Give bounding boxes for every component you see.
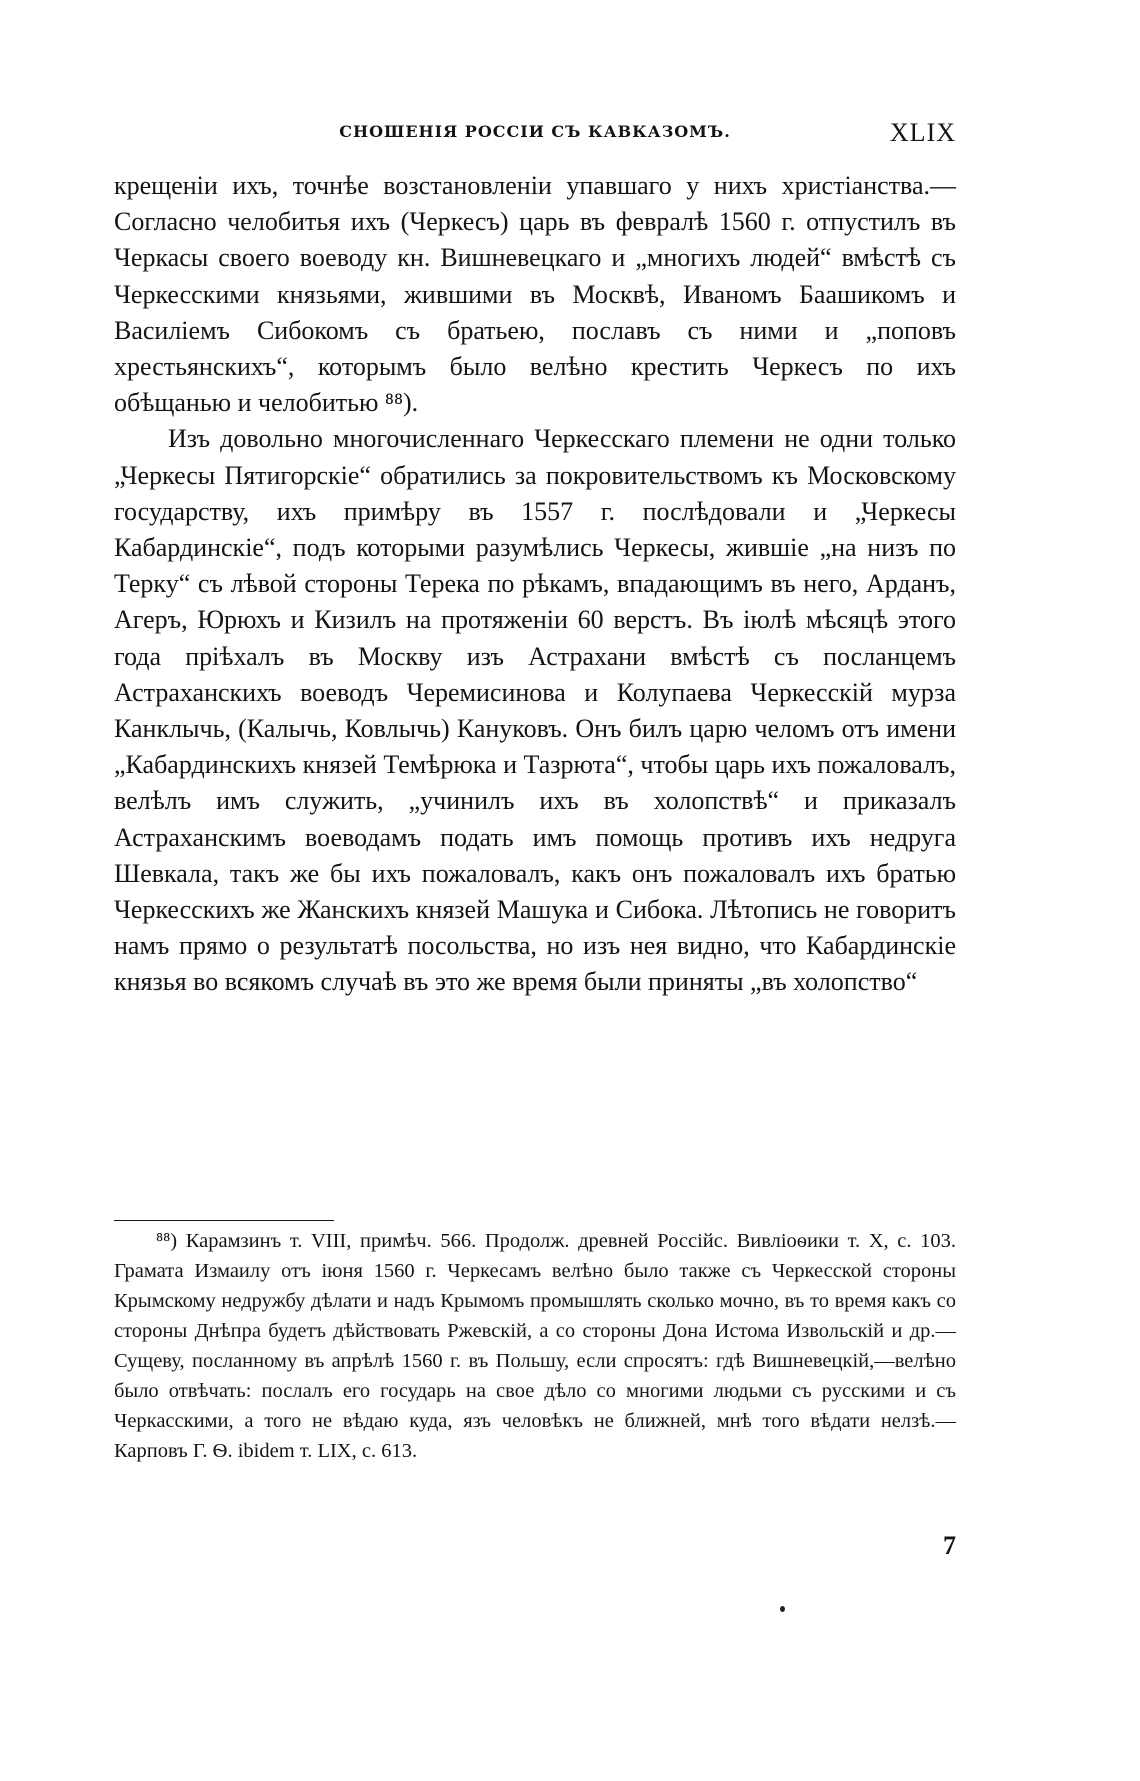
page-header <box>114 118 956 148</box>
print-speck <box>780 1606 785 1612</box>
footnote-divider <box>114 1220 334 1221</box>
footnote <box>114 1226 956 1466</box>
paragraph: Изъ довольно многочисленнаго Черкесскаго племени не одни только „Черкесы Пятигорскіе“ обратились за покровительствомъ къ Московскому государству, ихъ примѣру въ 1557 г. послѣдовали и „Черкесы Кабардинскіе“, подъ которыми разумѣлись Черкесы, жившіе „на низъ по Терку“ съ лѣвой стороны Терека по рѣкамъ, впадающимъ въ него, Арданъ, Агеръ, Юрюхъ и Кизилъ на протяженіи 60 верстъ. Въ іюлѣ мѣсяцѣ этого года пріѣхалъ въ Москву изъ Астрахани вмѣстѣ съ посланцемъ Астраханскихъ воеводъ Черемисинова и Колупаева Черкесскій мурза Канклычь, (Калычь, Ковлычь) Кануковъ. Онъ билъ царю челомъ отъ имени „Кабардинскихъ князей Темѣрюка и Тазрюта“, чтобы царь ихъ пожаловалъ, велѣлъ имъ служить, „учинилъ ихъ въ холопствѣ“ и приказалъ Астраханскимъ воеводамъ подать имъ помощь противъ ихъ недруга Шевкала, такъ же бы ихъ пожаловалъ, какъ онъ пожаловалъ ихъ братью Черкесскихъ же Жанскихъ князей Машука и Сибока. Лѣтопись не говоритъ намъ прямо о результатѣ посольства, но изъ нея видно, что Кабардинскіе князья во всякомъ случаѣ въ это же время были приняты „въ холопство“ <box>114 424 956 997</box>
main-text <box>114 168 956 1001</box>
running-title: СНОШЕНІЯ РОССІИ СЪ КАВКАЗОМЪ. <box>339 122 731 141</box>
page-number: XLIX <box>889 118 956 147</box>
footnote-text: ⁸⁸) Карамзинъ т. VIII, примѣч. 566. Продолж. древней Россійс. Вивліоѳики т. X, с. 103. Грамата Измаилу отъ іюня 1560 г. Черкесамъ велѣно было также съ Черкесской стороны Крымскому недружбу дѣлати и надъ Крымомъ промышлять сколько мочно, въ то время какъ со стороны Днѣпра будетъ дѣйствовать Ржевскій, а со стороны Дона Истома Извольскій и др.—Сущеву, посланному въ апрѣлѣ 1560 г. въ Польшу, если спросятъ: гдѣ Вишневецкій,—велѣно было отвѣчать: послалъ его государь на свое дѣло со многими людьми съ русскими и съ Черкасскими, а того не вѣдаю куда, язъ человѣкъ не ближней, мнѣ того вѣдати нелзѣ.—Карповъ Г. Ѳ. ibidem т. LIX, с. 613. <box>114 1230 956 1462</box>
signature-mark: 7 <box>943 1531 956 1560</box>
paragraph: крещеніи ихъ, точнѣе возстановленіи упавшаго у нихъ христіанства.—Согласно челобитья ихъ (Черкесъ) царь въ февралѣ 1560 г. отпустилъ въ Черкасы своего воеводу кн. Вишневецкаго и „многихъ людей“ вмѣстѣ съ Черкесскими князьями, жившими въ Москвѣ, Иваномъ Баашикомъ и Василіемъ Сибокомъ съ братьею, пославъ съ ними и „поповъ хрестьянскихъ“, которымъ было велѣно крестить Черкесъ по ихъ обѣщанью и челобитью ⁸⁸). <box>114 171 956 418</box>
